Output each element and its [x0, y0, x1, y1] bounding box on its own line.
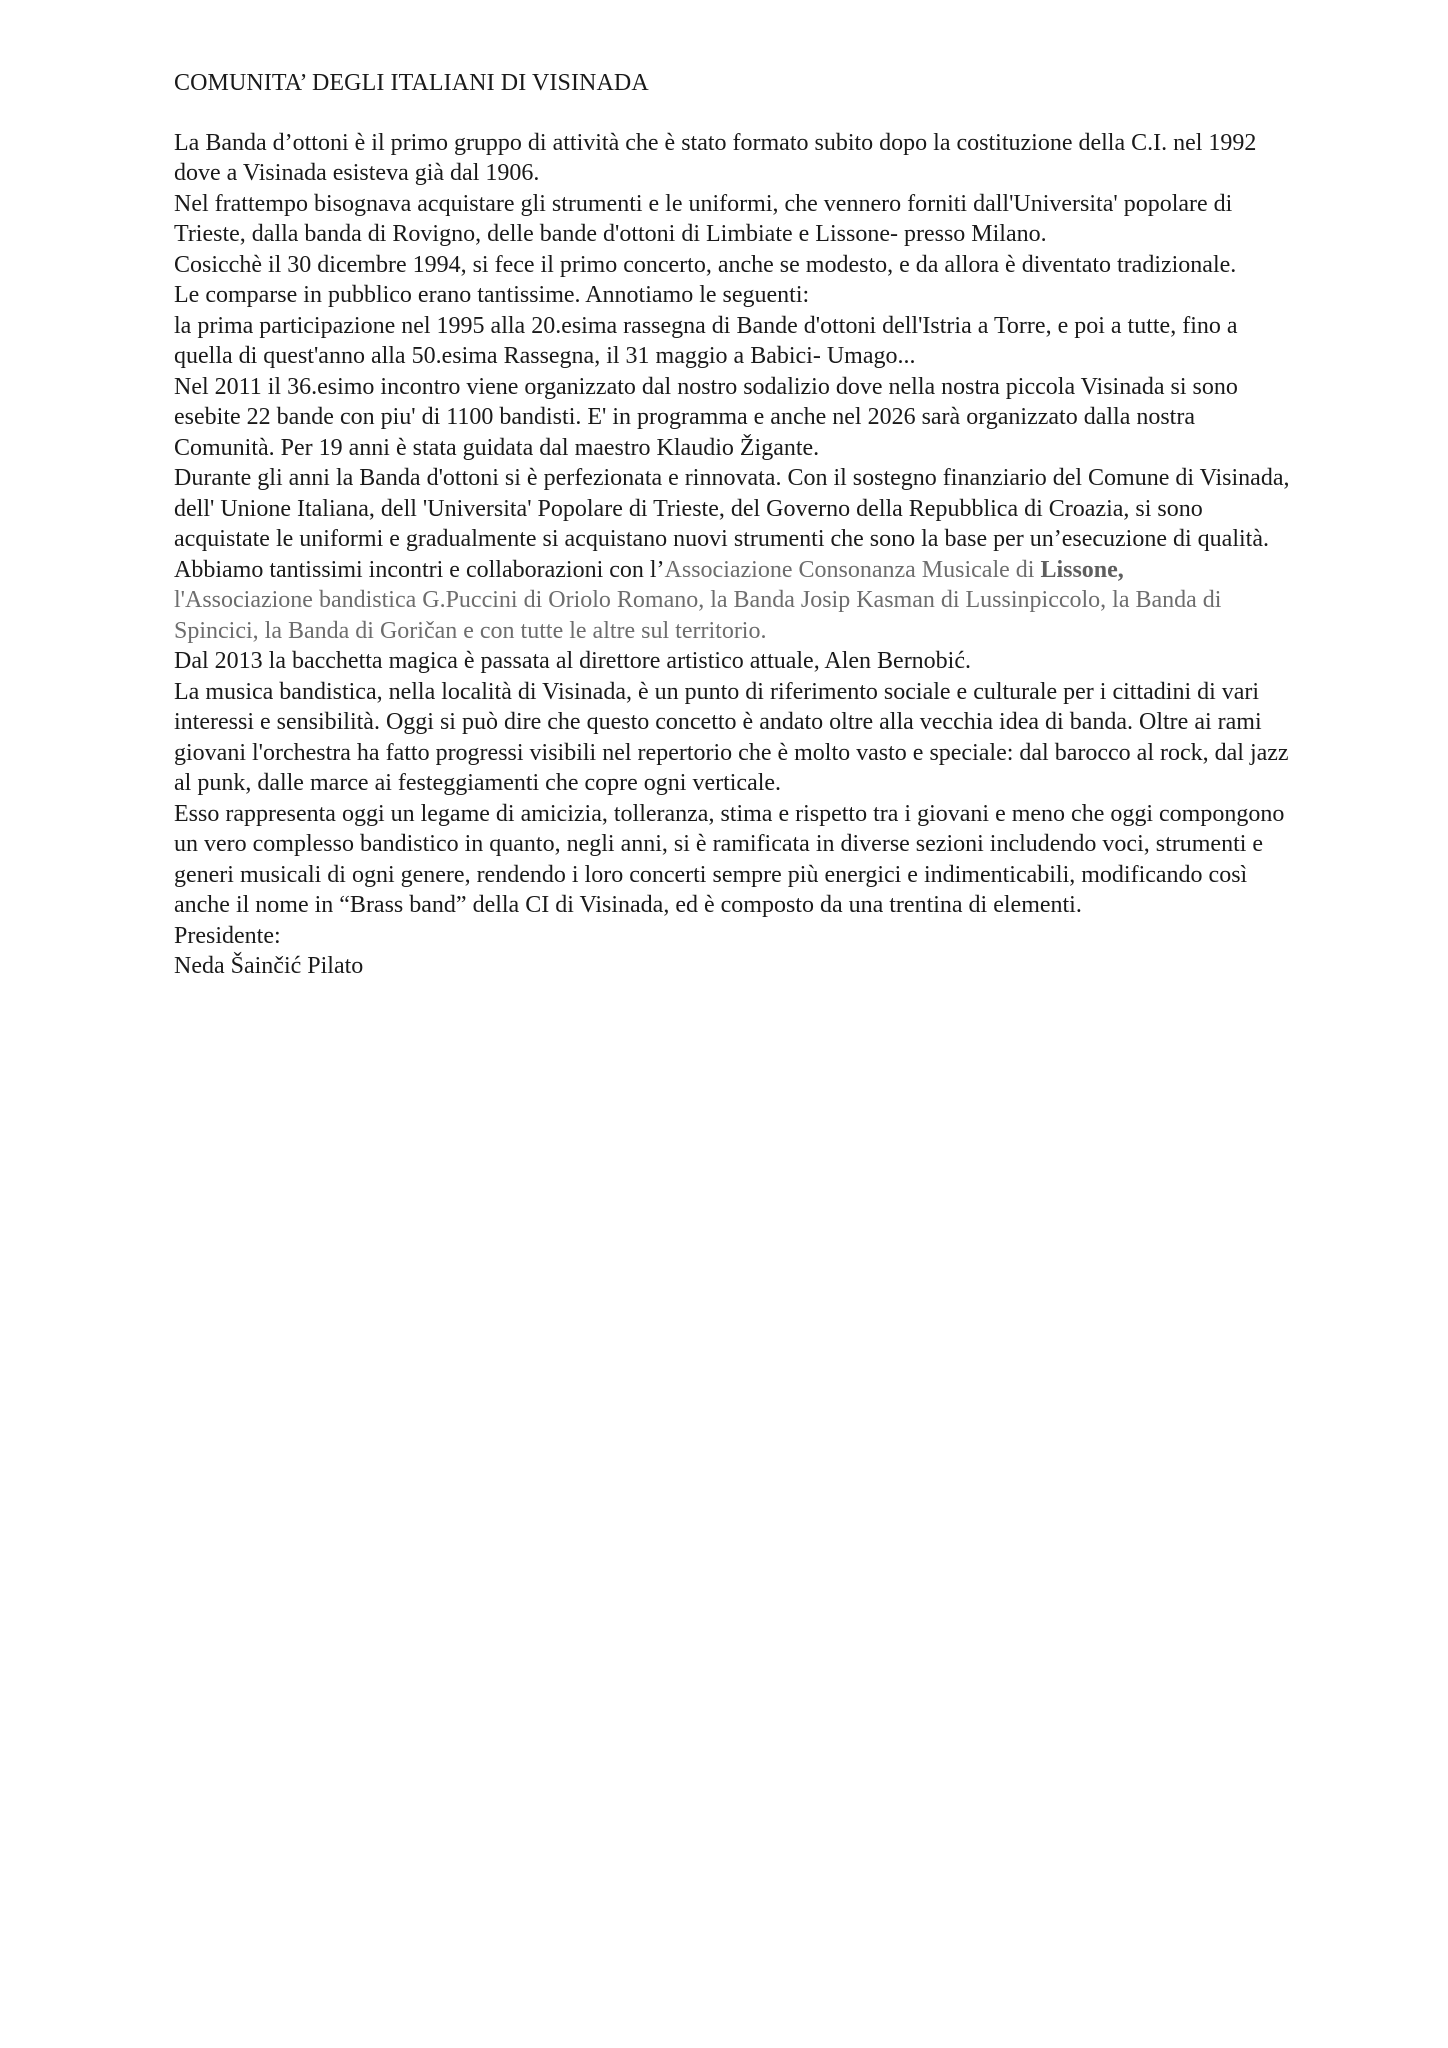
paragraph-first-concert: Cosicchè il 30 dicembre 1994, si fece il primo concerto, anche se modesto, e da allora è diventato tradizionale.	[174, 251, 1237, 278]
paragraph-2011-meeting: Nel 2011 il 36.esimo incontro viene organizzato dal nostro sodalizio dove nella nostra piccola Visinada si sono esebite 22 bande con piu' di 1100 bandisti. E' in programma e anche nel 2026 sarà organizzato dalla nostra Comunità. Per 19 anni è stata guidata dal maestro Klaudio Žigante.	[174, 373, 1238, 461]
collab-intro: Abbiamo tantissimi incontri e collaborazioni con l’	[174, 556, 665, 583]
signature-role: Presidente:	[174, 922, 281, 949]
paragraph-founding: La Banda d’ottoni è il primo gruppo di attività che è stato formato subito dopo la costituzione della C.I. nel 1992 dove a Visinada esisteva già dal 1906.	[174, 129, 1257, 186]
collab-others: l'Associazione bandistica G.Puccini di Oriolo Romano, la Banda Josip Kasman di Lussinpiccolo, la Banda di Spincici, la Banda di Goričan e con tutte le altre sul territorio.	[174, 587, 1222, 644]
document-body	[174, 68, 1294, 982]
paragraph-social-role: La musica bandistica, nella località di Visinada, è un punto di riferimento sociale e culturale per i cittadini di vari interessi e sensibilità. Oggi si può dire che questo concetto è andato oltre alla vecchia idea di banda. Oltre ai rami giovani l'orchestra ha fatto progressi visibili nel repertorio che è molto vasto e speciale: dal barocco al rock, dal jazz al punk, dalle marce ai festeggiamenti che copre ogni verticale.	[174, 678, 1289, 796]
document-heading: COMUNITA’ DEGLI ITALIANI DI VISINADA	[174, 70, 649, 96]
paragraph-improvement: Durante gli anni la Banda d'ottoni si è perfezionata e rinnovata. Con il sostegno finanziario del Comune di Visinada, dell' Unione Italiana, dell 'Universita' Popolare di Trieste, del Governo della Repubblica di Croazia, si sono acquistate le uniformi e gradualmente si acquistano nuovi strumenti che sono la base per un’esecuzione di qualità.	[174, 465, 1290, 552]
signature-name: Neda Šainčić Pilato	[174, 953, 364, 979]
paragraph-brass-band: Esso rappresenta oggi un legame di amicizia, tolleranza, stima e rispetto tra i giovani e meno che oggi compongono un vero complesso bandistico in quanto, negli anni, si è ramificata in diverse sezioni includendo voci, strumenti e generi musicali di ogni genere, rendendo i loro concerti sempre più energici e indimenticabili, modificando così anche il nome in “Brass band” della CI di Visinada, ed è composto da una trentina di elementi.	[174, 800, 1285, 918]
collab-consonanza: Associazione Consonanza Musicale di	[664, 556, 1041, 583]
paragraph-participation: la prima participazione nel 1995 alla 20.esima rassegna di Bande d'ottoni dell'Istria a Torre, e poi a tutte, fino a quella di quest'anno alla 50.esima Rassegna, il 31 maggio a Babici- Umago...	[174, 312, 1238, 369]
paragraph-instruments: Nel frattempo bisognava acquistare gli strumenti e le uniformi, che vennero forniti dall'Universita' popolare di Trieste, dalla banda di Rovigno, delle bande d'ottoni di Limbiate e Lissone- presso Milano.	[174, 190, 1233, 247]
paragraph-director: Dal 2013 la bacchetta magica è passata al direttore artistico attuale, Alen Bernobić.	[174, 648, 972, 674]
paragraph-collaborations	[174, 555, 1294, 647]
paragraph-appearances: Le comparse in pubblico erano tantissime. Annotiamo le seguenti:	[174, 282, 810, 308]
collab-lissone: Lissone,	[1040, 556, 1124, 583]
